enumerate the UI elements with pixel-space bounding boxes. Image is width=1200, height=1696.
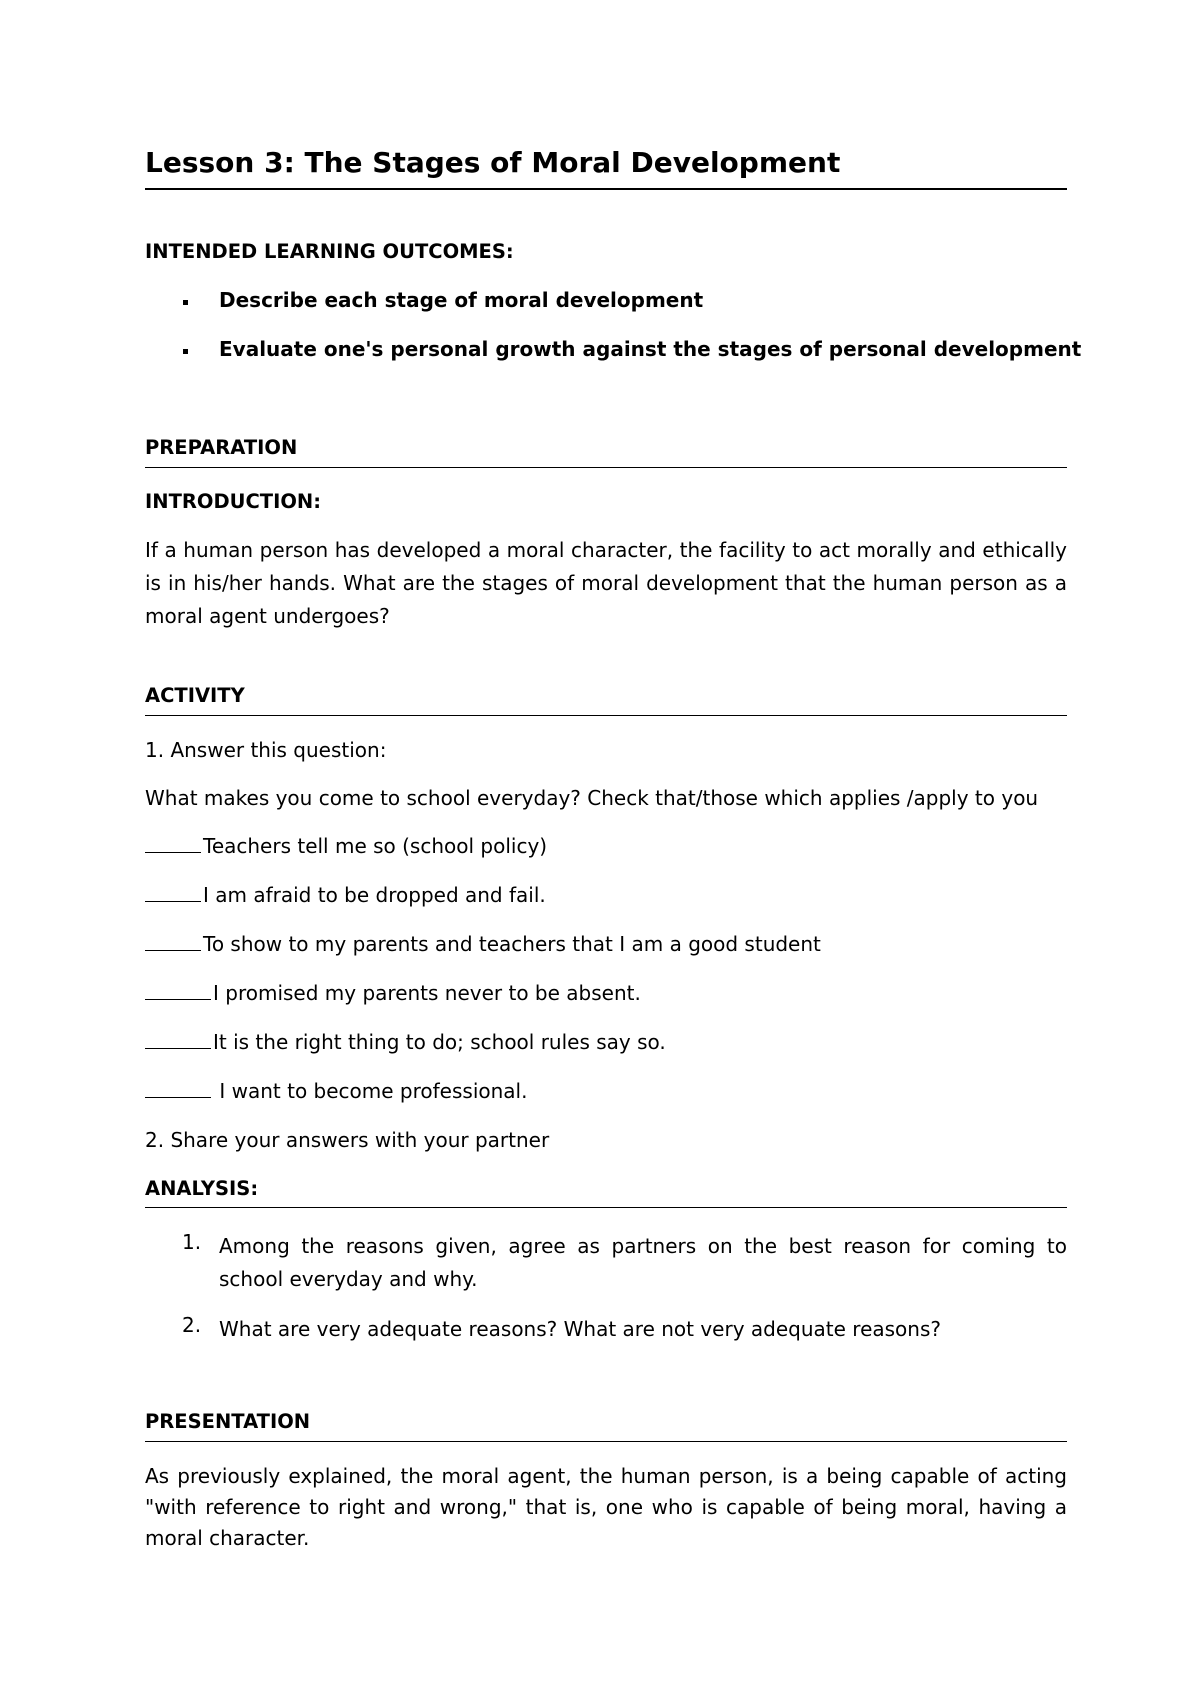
presentation-text: As previously explained, the moral agent, the human person, is a being capable of acting "with reference to right and wrong," that is, one who is capable of being moral, having a moral character. — [145, 1464, 1067, 1550]
option-item — [145, 981, 641, 1005]
introduction-text: If a human person has developed a moral character, the facility to act morally and ethically is in his/her hands. What are the stages of moral development that the human person as a moral agent undergoes? — [145, 538, 1067, 628]
analysis-number: 1. — [182, 1230, 202, 1254]
option-item — [145, 1030, 666, 1054]
option-label: I want to become professional. — [213, 1079, 528, 1103]
activity-rule — [145, 715, 1067, 716]
analysis-rule — [145, 1207, 1067, 1208]
title-rule — [145, 188, 1067, 190]
bullet-icon — [183, 349, 188, 354]
outcome-item: Describe each stage of moral development — [219, 288, 704, 312]
option-item — [145, 834, 547, 858]
option-item — [145, 932, 821, 956]
analysis-number: 2. — [182, 1313, 202, 1337]
preparation-header: PREPARATION — [145, 436, 298, 459]
check-blank[interactable] — [145, 1030, 211, 1049]
presentation-rule — [145, 1441, 1067, 1442]
check-blank[interactable] — [145, 1079, 211, 1098]
option-label: To show to my parents and teachers that I am a good student — [203, 932, 821, 956]
outcomes-header: INTENDED LEARNING OUTCOMES: — [145, 240, 514, 263]
introduction-header: INTRODUCTION: — [145, 490, 322, 513]
option-label: I am afraid to be dropped and fail. — [203, 883, 546, 907]
outcome-item: Evaluate one's personal growth against the stages of personal development — [219, 337, 1082, 361]
check-blank[interactable] — [145, 883, 201, 902]
bullet-icon — [183, 300, 188, 305]
check-blank[interactable] — [145, 981, 211, 1000]
check-blank[interactable] — [145, 932, 201, 951]
activity-step-1: 1. Answer this question: — [145, 738, 387, 762]
check-blank[interactable] — [145, 834, 201, 853]
activity-header: ACTIVITY — [145, 684, 245, 707]
analysis-header: ANALYSIS: — [145, 1177, 259, 1200]
analysis-item: What are very adequate reasons? What are not very adequate reasons? — [219, 1317, 941, 1341]
option-label: Teachers tell me so (school policy) — [203, 834, 548, 858]
analysis-item: Among the reasons given, agree as partners on the best reason for coming to school everyday and why. — [219, 1234, 1067, 1291]
option-item — [145, 1079, 527, 1103]
option-item — [145, 883, 546, 907]
activity-question: What makes you come to school everyday? Check that/those which applies /apply to you — [145, 786, 1039, 810]
lesson-title: Lesson 3: The Stages of Moral Development — [145, 146, 841, 179]
option-label: I promised my parents never to be absent. — [213, 981, 641, 1005]
option-label: It is the right thing to do; school rules say so. — [213, 1030, 666, 1054]
preparation-rule — [145, 467, 1067, 468]
presentation-header: PRESENTATION — [145, 1410, 311, 1433]
activity-step-2: 2. Share your answers with your partner — [145, 1128, 550, 1152]
